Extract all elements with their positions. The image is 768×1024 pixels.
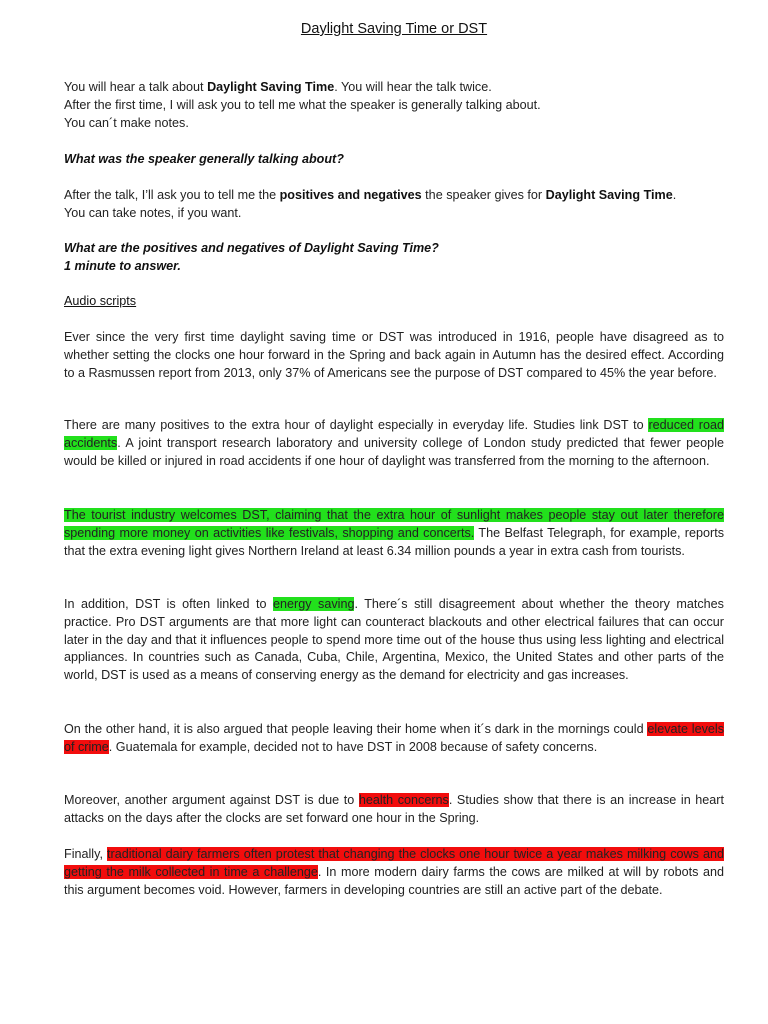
script-paragraph-3: The tourist industry welcomes DST, claiming that the extra hour of sunlight makes people stay out later therefore spending more money on activities like festivals, shopping and concerts. The Belfast Telegraph, for example, reports that the extra evening light gives Northern Ireland at least 6.34 million pounds a year in extra cash from tourists. bbox=[64, 508, 725, 558]
intro-paragraph bbox=[64, 79, 724, 132]
script-paragraph-6: Moreover, another argument against DST is due to health concerns. Studies show that there is an increase in heart attacks on the days after the clocks are set forward one hour in the Spring. bbox=[64, 793, 724, 825]
script-paragraph-5: On the other hand, it is also argued that people leaving their home when it´s dark in the mornings could elevate levels of crime. Guatemala for example, decided not to have DST in 2008 because of safety concerns. bbox=[64, 722, 724, 754]
question-2 bbox=[64, 240, 724, 276]
audio-scripts-heading: Audio scripts bbox=[64, 294, 137, 308]
question-2-line-2: 1 minute to answer. bbox=[64, 258, 181, 273]
intro-line-3: You can´t make notes. bbox=[64, 115, 189, 130]
intro-line-2: After the first time, I will ask you to tell me what the speaker is generally talking about. bbox=[64, 97, 541, 112]
highlight-positive: The tourist industry welcomes DST, claiming that the extra hour of sunlight makes people stay out later therefore spending more money on activities like festivals, shopping and concerts. bbox=[64, 508, 724, 540]
highlight-positive: energy saving bbox=[273, 597, 355, 611]
question-2-line-1: What are the positives and negatives of Daylight Saving Time? bbox=[64, 241, 439, 255]
document-title: Daylight Saving Time or DST bbox=[300, 21, 488, 37]
highlight-negative: elevate levels of crime bbox=[64, 722, 724, 754]
script-paragraph-7: Finally, traditional dairy farmers often protest that changing the clocks one hour twice a year makes milking cows and getting the milk collected in time a challenge. In more modern dairy farms the cows are milked at will by robots and this argument becomes void. However, farmers in developing countries are still an active part of the debate. bbox=[64, 847, 724, 897]
script-paragraph-1: Ever since the very first time daylight saving time or DST was introduced in 1916, people have disagreed as to whether setting the clocks one hour forward in the Spring and back again in Autumn has the desired effect. According to a Rasmussen report from 2013, only 37% of Americans see the purpose of DST compared to 45% the year before. bbox=[64, 330, 724, 380]
script-paragraph-4: In addition, DST is often linked to energy saving. There´s still disagreement about whether the theory matches practice. Pro DST arguments are that more light can counteract blackouts and other electrical failures that can occur later in the day and that it influences people to spend more time out of the house thus using less lighting and electrical appliances. In countries such as Canada, Cuba, Chile, Argentina, Mexico, the United States and other parts of the world, DST is used as a means of conserving energy as the demand for electricity and gas increases. bbox=[64, 597, 724, 683]
question-1: What was the speaker generally talking about? bbox=[64, 152, 344, 166]
highlight-negative: traditional dairy farmers often protest that changing the clocks one hour twice a year makes milking cows and getting the milk collected in time a challenge bbox=[64, 847, 724, 879]
highlight-positive: reduced road accidents bbox=[64, 418, 724, 450]
notes-line-2: You can take notes, if you want. bbox=[64, 205, 242, 220]
notes-paragraph bbox=[64, 187, 724, 223]
notes-line-1: After the talk, I’ll ask you to tell me the positives and negatives the speaker gives for Daylight Saving Time. bbox=[64, 188, 677, 202]
script-paragraph-2: There are many positives to the extra hour of daylight especially in everyday life. Studies link DST to reduced road accidents. A joint transport research laboratory and university college of London study predicted that fewer people would be killed or injured in road accidents if one hour of daylight was transferred from the morning to the afternoon. bbox=[64, 418, 724, 468]
highlight-negative: health concerns bbox=[358, 793, 449, 807]
intro-line-1: You will hear a talk about Daylight Saving Time. You will hear the talk twice. bbox=[64, 80, 492, 94]
